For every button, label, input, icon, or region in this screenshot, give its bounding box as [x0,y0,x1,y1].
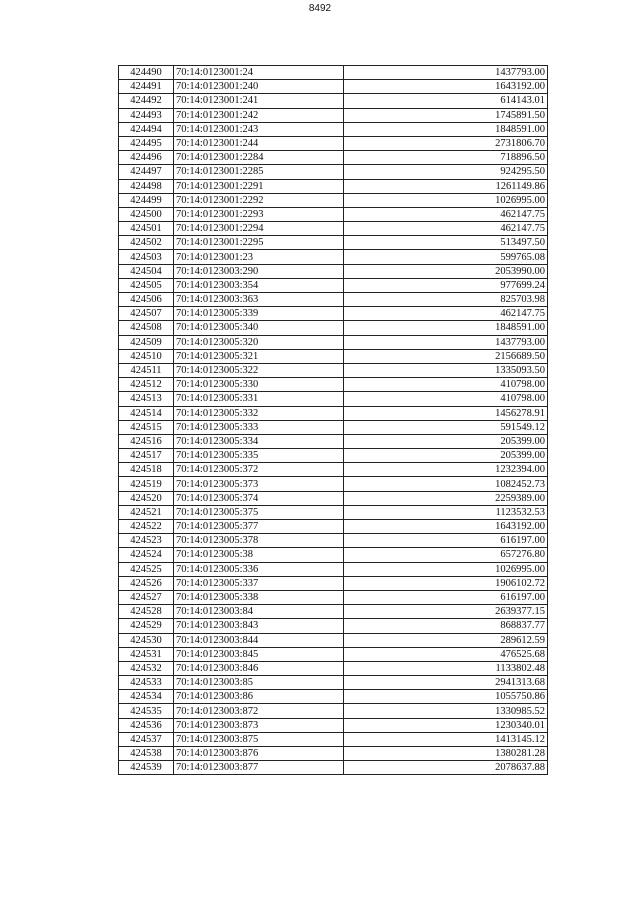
row-number-cell: 424522 [119,520,174,534]
cadastral-number-cell: 70:14:0123005:372 [174,463,344,477]
row-number-cell: 424535 [119,704,174,718]
cadastral-value-cell: 205399.00 [344,434,548,448]
row-number-cell: 424497 [119,165,174,179]
table-row [119,732,548,746]
row-number-cell: 424490 [119,66,174,80]
table-row [119,491,548,505]
cadastral-number-cell: 70:14:0123003:85 [174,676,344,690]
cadastral-number-cell: 70:14:0123003:875 [174,732,344,746]
cadastral-number-cell: 70:14:0123005:331 [174,392,344,406]
row-number-cell: 424502 [119,236,174,250]
row-number-cell: 424515 [119,420,174,434]
row-number-cell: 424531 [119,647,174,661]
cadastral-number-cell: 70:14:0123003:873 [174,718,344,732]
table-row [119,647,548,661]
cadastral-value-cell: 2053990.00 [344,264,548,278]
table-row [119,420,548,434]
table-row [119,122,548,136]
row-number-cell: 424539 [119,761,174,775]
row-number-cell: 424506 [119,293,174,307]
row-number-cell: 424494 [119,122,174,136]
cadastral-number-cell: 70:14:0123003:872 [174,704,344,718]
cadastral-value-cell: 1906102.72 [344,576,548,590]
cadastral-value-cell: 591549.12 [344,420,548,434]
cadastral-number-cell: 70:14:0123005:332 [174,406,344,420]
table-row [119,718,548,732]
row-number-cell: 424517 [119,449,174,463]
table-row [119,165,548,179]
cadastral-number-cell: 70:14:0123005:337 [174,576,344,590]
row-number-cell: 424509 [119,335,174,349]
row-number-cell: 424524 [119,548,174,562]
cadastral-number-cell: 70:14:0123001:2292 [174,193,344,207]
cadastral-value-cell: 1026995.00 [344,193,548,207]
cadastral-value-cell: 868837.77 [344,619,548,633]
table-row [119,619,548,633]
cadastral-value-cell: 1232394.00 [344,463,548,477]
row-number-cell: 424495 [119,136,174,150]
cadastral-number-cell: 70:14:0123005:339 [174,307,344,321]
row-number-cell: 424533 [119,676,174,690]
row-number-cell: 424521 [119,505,174,519]
cadastral-value-cell: 1413145.12 [344,732,548,746]
cadastral-number-cell: 70:14:0123003:290 [174,264,344,278]
table-row [119,406,548,420]
row-number-cell: 424520 [119,491,174,505]
cadastral-value-cell: 1026995.00 [344,562,548,576]
cadastral-number-cell: 70:14:0123005:374 [174,491,344,505]
table-row [119,576,548,590]
cadastral-number-cell: 70:14:0123005:334 [174,434,344,448]
table-row [119,590,548,604]
cadastral-value-cell: 2941313.68 [344,676,548,690]
row-number-cell: 424503 [119,250,174,264]
table-row [119,562,548,576]
cadastral-value-cell: 1456278.91 [344,406,548,420]
cadastral-value-cell: 1082452.73 [344,477,548,491]
page-number: 8492 [308,3,332,14]
row-number-cell: 424519 [119,477,174,491]
cadastral-value-cell: 1123532.53 [344,505,548,519]
cadastral-value-cell: 462147.75 [344,207,548,221]
table-row [119,661,548,675]
cadastral-value-cell: 1437793.00 [344,335,548,349]
cadastral-number-cell: 70:14:0123001:2285 [174,165,344,179]
cadastral-number-cell: 70:14:0123001:2293 [174,207,344,221]
cadastral-number-cell: 70:14:0123001:2291 [174,179,344,193]
cadastral-value-cell: 1261149.86 [344,179,548,193]
cadastral-value-cell: 2639377.15 [344,605,548,619]
cadastral-value-cell: 410798.00 [344,392,548,406]
cadastral-number-cell: 70:14:0123001:240 [174,80,344,94]
row-number-cell: 424504 [119,264,174,278]
cadastral-value-cell: 1133802.48 [344,661,548,675]
row-number-cell: 424529 [119,619,174,633]
table-row [119,761,548,775]
cadastral-value-cell: 462147.75 [344,222,548,236]
table-row [119,293,548,307]
table-row [119,349,548,363]
row-number-cell: 424508 [119,321,174,335]
cadastral-value-cell: 1745891.50 [344,108,548,122]
row-number-cell: 424530 [119,633,174,647]
cadastral-value-table [118,65,548,775]
cadastral-number-cell: 70:14:0123005:377 [174,520,344,534]
row-number-cell: 424496 [119,151,174,165]
row-number-cell: 424534 [119,690,174,704]
row-number-cell: 424527 [119,590,174,604]
table-row [119,548,548,562]
cadastral-value-cell: 2731806.70 [344,136,548,150]
cadastral-value-cell: 2078637.88 [344,761,548,775]
cadastral-number-cell: 70:14:0123001:24 [174,66,344,80]
table-row [119,633,548,647]
row-number-cell: 424500 [119,207,174,221]
table-row [119,108,548,122]
cadastral-value-cell: 410798.00 [344,378,548,392]
row-number-cell: 424510 [119,349,174,363]
row-number-cell: 424536 [119,718,174,732]
table-row [119,94,548,108]
cadastral-number-cell: 70:14:0123001:242 [174,108,344,122]
table-row [119,80,548,94]
cadastral-value-cell: 1330985.52 [344,704,548,718]
cadastral-value-cell: 289612.59 [344,633,548,647]
table-row [119,363,548,377]
row-number-cell: 424499 [119,193,174,207]
cadastral-number-cell: 70:14:0123005:320 [174,335,344,349]
cadastral-number-cell: 70:14:0123003:876 [174,747,344,761]
row-number-cell: 424516 [119,434,174,448]
row-number-cell: 424501 [119,222,174,236]
table-row [119,520,548,534]
cadastral-number-cell: 70:14:0123005:321 [174,349,344,363]
cadastral-number-cell: 70:14:0123001:243 [174,122,344,136]
table-row [119,434,548,448]
cadastral-number-cell: 70:14:0123003:86 [174,690,344,704]
cadastral-number-cell: 70:14:0123003:363 [174,293,344,307]
cadastral-number-cell: 70:14:0123003:844 [174,633,344,647]
table-body [119,66,548,775]
cadastral-number-cell: 70:14:0123001:2295 [174,236,344,250]
cadastral-number-cell: 70:14:0123003:846 [174,661,344,675]
cadastral-value-cell: 1643192.00 [344,520,548,534]
cadastral-number-cell: 70:14:0123001:241 [174,94,344,108]
table-row [119,250,548,264]
table-row [119,222,548,236]
cadastral-value-cell: 1848591.00 [344,321,548,335]
row-number-cell: 424523 [119,534,174,548]
cadastral-number-cell: 70:14:0123005:338 [174,590,344,604]
cadastral-number-cell: 70:14:0123005:373 [174,477,344,491]
cadastral-number-cell: 70:14:0123001:2294 [174,222,344,236]
cadastral-value-cell: 513497.50 [344,236,548,250]
cadastral-number-cell: 70:14:0123005:336 [174,562,344,576]
row-number-cell: 424505 [119,278,174,292]
cadastral-number-cell: 70:14:0123001:23 [174,250,344,264]
row-number-cell: 424537 [119,732,174,746]
table-row [119,704,548,718]
table-row [119,378,548,392]
table-row [119,278,548,292]
cadastral-value-cell: 657276.80 [344,548,548,562]
row-number-cell: 424532 [119,661,174,675]
cadastral-value-cell: 1437793.00 [344,66,548,80]
table-row [119,605,548,619]
table-row [119,449,548,463]
table-row [119,236,548,250]
row-number-cell: 424514 [119,406,174,420]
table-row [119,321,548,335]
cadastral-value-cell: 1848591.00 [344,122,548,136]
row-number-cell: 424507 [119,307,174,321]
table-row [119,477,548,491]
row-number-cell: 424512 [119,378,174,392]
cadastral-value-cell: 616197.00 [344,534,548,548]
table-row [119,690,548,704]
table-row [119,307,548,321]
cadastral-value-cell: 614143.01 [344,94,548,108]
cadastral-value-cell: 1380281.28 [344,747,548,761]
cadastral-value-cell: 205399.00 [344,449,548,463]
table-row [119,676,548,690]
table-row [119,264,548,278]
table-row [119,179,548,193]
table-row [119,66,548,80]
cadastral-value-cell: 2156689.50 [344,349,548,363]
table-row [119,534,548,548]
table-row [119,335,548,349]
cadastral-value-cell: 718896.50 [344,151,548,165]
cadastral-number-cell: 70:14:0123001:244 [174,136,344,150]
cadastral-value-cell: 2259389.00 [344,491,548,505]
cadastral-number-cell: 70:14:0123005:378 [174,534,344,548]
row-number-cell: 424526 [119,576,174,590]
cadastral-number-cell: 70:14:0123003:354 [174,278,344,292]
row-number-cell: 424493 [119,108,174,122]
row-number-cell: 424525 [119,562,174,576]
cadastral-value-cell: 599765.08 [344,250,548,264]
cadastral-value-cell: 977699.24 [344,278,548,292]
table-row [119,207,548,221]
cadastral-number-cell: 70:14:0123003:84 [174,605,344,619]
row-number-cell: 424528 [119,605,174,619]
row-number-cell: 424491 [119,80,174,94]
cadastral-number-cell: 70:14:0123005:335 [174,449,344,463]
cadastral-number-cell: 70:14:0123003:843 [174,619,344,633]
table-row [119,463,548,477]
cadastral-number-cell: 70:14:0123005:375 [174,505,344,519]
row-number-cell: 424498 [119,179,174,193]
cadastral-number-cell: 70:14:0123003:877 [174,761,344,775]
row-number-cell: 424513 [119,392,174,406]
table-row [119,151,548,165]
cadastral-number-cell: 70:14:0123005:322 [174,363,344,377]
cadastral-number-cell: 70:14:0123005:330 [174,378,344,392]
row-number-cell: 424511 [119,363,174,377]
table-row [119,747,548,761]
cadastral-value-cell: 924295.50 [344,165,548,179]
cadastral-value-cell: 1055750.86 [344,690,548,704]
cadastral-value-cell: 1335093.50 [344,363,548,377]
table-row [119,505,548,519]
cadastral-number-cell: 70:14:0123001:2284 [174,151,344,165]
cadastral-number-cell: 70:14:0123005:38 [174,548,344,562]
cadastral-number-cell: 70:14:0123005:333 [174,420,344,434]
row-number-cell: 424518 [119,463,174,477]
table-row [119,193,548,207]
table-row [119,136,548,150]
cadastral-number-cell: 70:14:0123005:340 [174,321,344,335]
cadastral-value-cell: 616197.00 [344,590,548,604]
cadastral-value-cell: 1643192.00 [344,80,548,94]
cadastral-value-cell: 1230340.01 [344,718,548,732]
row-number-cell: 424492 [119,94,174,108]
cadastral-value-cell: 476525.68 [344,647,548,661]
table-row [119,392,548,406]
row-number-cell: 424538 [119,747,174,761]
cadastral-number-cell: 70:14:0123003:845 [174,647,344,661]
cadastral-value-cell: 462147.75 [344,307,548,321]
cadastral-value-cell: 825703.98 [344,293,548,307]
